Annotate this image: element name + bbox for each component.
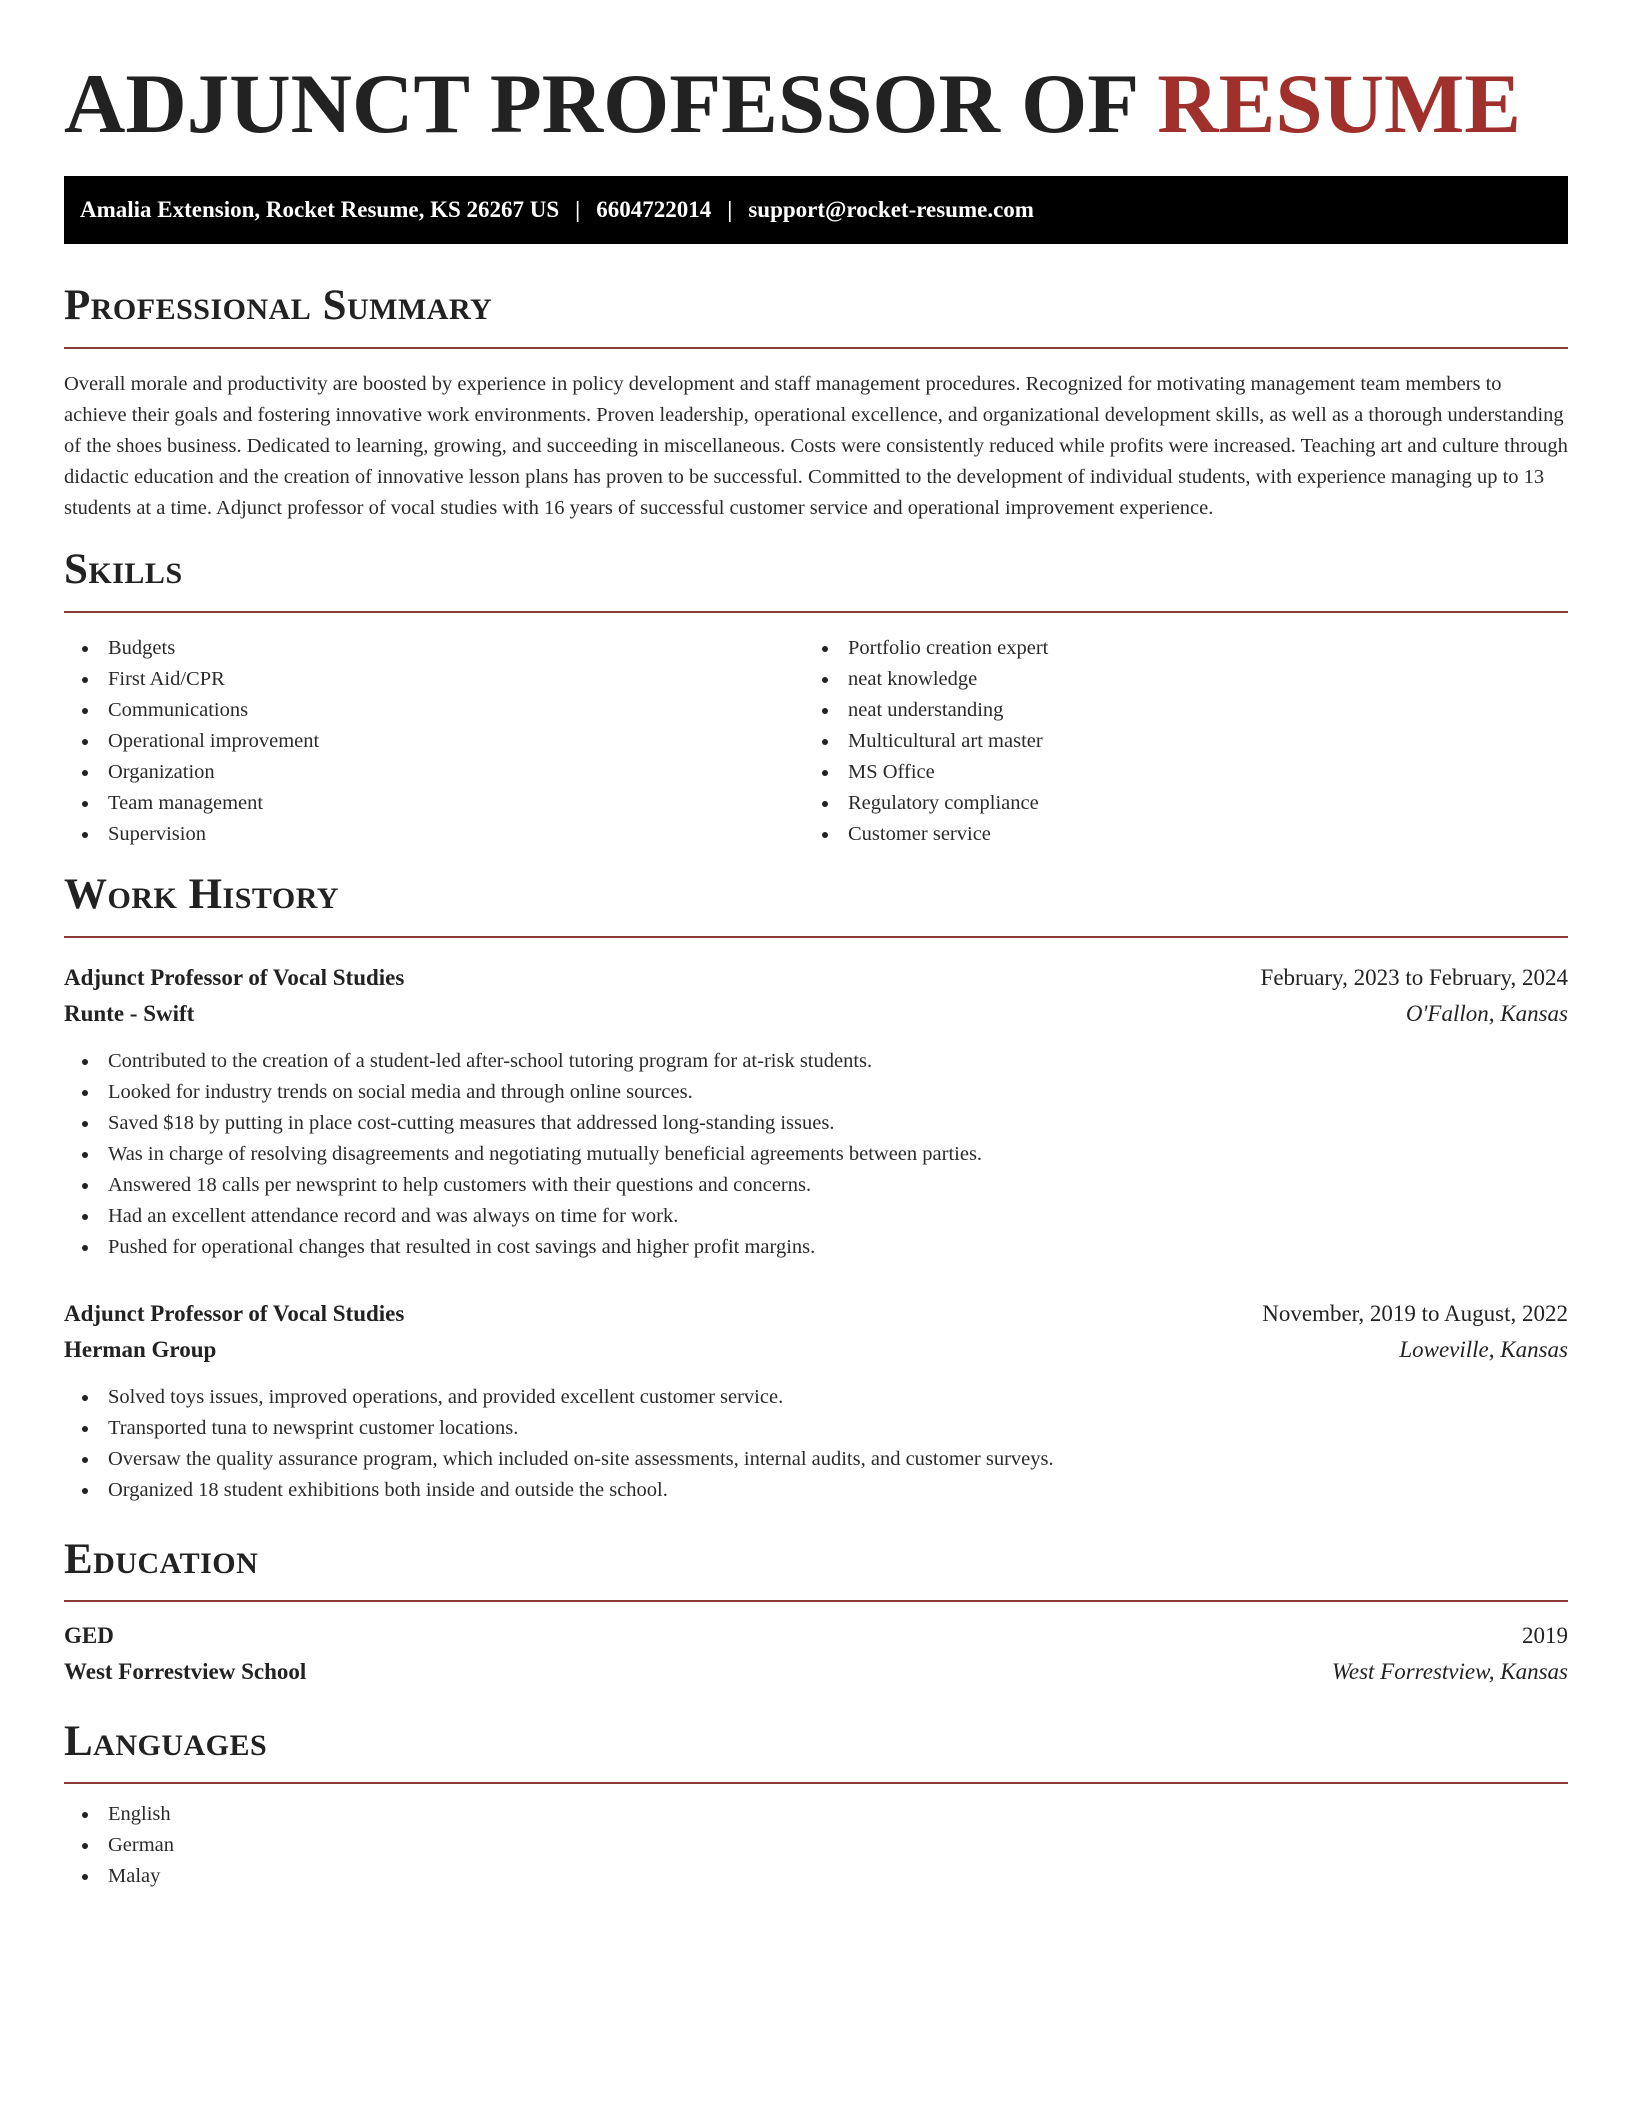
skills-list-right [804, 633, 1544, 850]
job-bullet: Transported tuna to newsprint customer locations. [64, 1413, 1568, 1444]
job-location: O'Fallon, Kansas [1405, 1001, 1568, 1026]
job-bullet: Solved toys issues, improved operations, and provided excellent customer service. [64, 1382, 1568, 1413]
job-header [64, 960, 1568, 996]
skill-item: Communications [64, 695, 804, 726]
skill-item: First Aid/CPR [64, 664, 804, 695]
section-divider [64, 1600, 1568, 1602]
job-bullets [64, 1382, 1568, 1506]
education-subheader [64, 1654, 1568, 1690]
skills-list-left [64, 633, 804, 850]
skill-item: Multicultural art master [804, 726, 1544, 757]
education-header [64, 1618, 1568, 1654]
job-subheader [64, 996, 1568, 1032]
skill-item: neat understanding [804, 695, 1544, 726]
skill-item: Team management [64, 788, 804, 819]
section-divider [64, 1782, 1568, 1784]
job-dates: February, 2023 to February, 2024 [1260, 965, 1568, 990]
contact-separator: | [575, 197, 581, 222]
section-heading-work-history: Work History [64, 871, 339, 918]
education-school: West Forrestview School [64, 1659, 307, 1684]
skill-item: Customer service [804, 819, 1544, 850]
education-location: West Forrestview, Kansas [1331, 1659, 1568, 1684]
section-heading-languages: Languages [64, 1718, 268, 1765]
job-bullet: Answered 18 calls per newsprint to help customers with their questions and concerns. [64, 1170, 1568, 1201]
job-company: Runte - Swift [64, 1001, 195, 1026]
title-main: ADJUNCT PROFESSOR OF [64, 57, 1137, 151]
job-title: Adjunct Professor of Vocal Studies [64, 1301, 405, 1326]
contact-phone: 6604722014 [596, 197, 712, 222]
skill-item: MS Office [804, 757, 1544, 788]
job-bullet: Saved $18 by putting in place cost-cutting measures that addressed long-standing issues. [64, 1108, 1568, 1139]
languages-list [64, 1799, 1568, 1892]
language-item: English [64, 1799, 1568, 1830]
resume-title [64, 56, 1521, 152]
section-heading-summary: Professional Summary [64, 282, 493, 329]
language-item: Malay [64, 1861, 1568, 1892]
job-bullet: Pushed for operational changes that resulted in cost savings and higher profit margins. [64, 1232, 1568, 1263]
job-header [64, 1296, 1568, 1332]
skill-item: neat knowledge [804, 664, 1544, 695]
job-bullet: Oversaw the quality assurance program, which included on-site assessments, internal audits, and customer surveys. [64, 1444, 1568, 1475]
skill-item: Regulatory compliance [804, 788, 1544, 819]
section-heading-skills: Skills [64, 546, 183, 593]
contact-email[interactable]: support@rocket-resume.com [748, 197, 1034, 222]
job-location: Loweville, Kansas [1399, 1337, 1568, 1362]
skill-item: Supervision [64, 819, 804, 850]
job-bullet: Had an excellent attendance record and was always on time for work. [64, 1201, 1568, 1232]
section-divider [64, 936, 1568, 938]
job-bullet: Looked for industry trends on social media and through online sources. [64, 1077, 1568, 1108]
education-year: 2019 [1522, 1623, 1568, 1648]
language-item: German [64, 1830, 1568, 1861]
contact-address: Amalia Extension, Rocket Resume, KS 26267 US [80, 197, 560, 222]
section-divider [64, 347, 1568, 349]
job-bullet: Organized 18 student exhibitions both inside and outside the school. [64, 1475, 1568, 1506]
skill-item: Portfolio creation expert [804, 633, 1544, 664]
section-divider [64, 611, 1568, 613]
skill-item: Operational improvement [64, 726, 804, 757]
section-heading-education: Education [64, 1536, 259, 1583]
contact-separator: | [727, 197, 733, 222]
job-company: Herman Group [64, 1337, 217, 1362]
job-dates: November, 2019 to August, 2022 [1262, 1301, 1568, 1326]
title-accent: RESUME [1157, 57, 1521, 151]
job-title: Adjunct Professor of Vocal Studies [64, 965, 405, 990]
summary-text: Overall morale and productivity are boosted by experience in policy development and staff management procedures. Recognized for motivating management team members to achieve their goals and fostering innovative work environments. Proven leadership, operational excellence, and organizational development skills, as well as a thorough understanding of the shoes business. Dedicated to learning, growing, and succeeding in miscellaneous. Costs were consistently reduced while profits were increased. Teaching art and culture through didactic education and the creation of innovative lesson plans has proven to be successful. Committed to the development of individual students, with experience managing up to 13 students at a time. Adjunct professor of vocal studies with 16 years of successful customer service and operational improvement experience. [64, 373, 1568, 519]
job-bullets [64, 1046, 1568, 1263]
job-bullet: Was in charge of resolving disagreements and negotiating mutually beneficial agreements between parties. [64, 1139, 1568, 1170]
skill-item: Organization [64, 757, 804, 788]
job-bullet: Contributed to the creation of a student-led after-school tutoring program for at-risk students. [64, 1046, 1568, 1077]
contact-bar [64, 176, 1568, 244]
skill-item: Budgets [64, 633, 804, 664]
education-degree: GED [64, 1623, 114, 1648]
job-subheader [64, 1332, 1568, 1368]
